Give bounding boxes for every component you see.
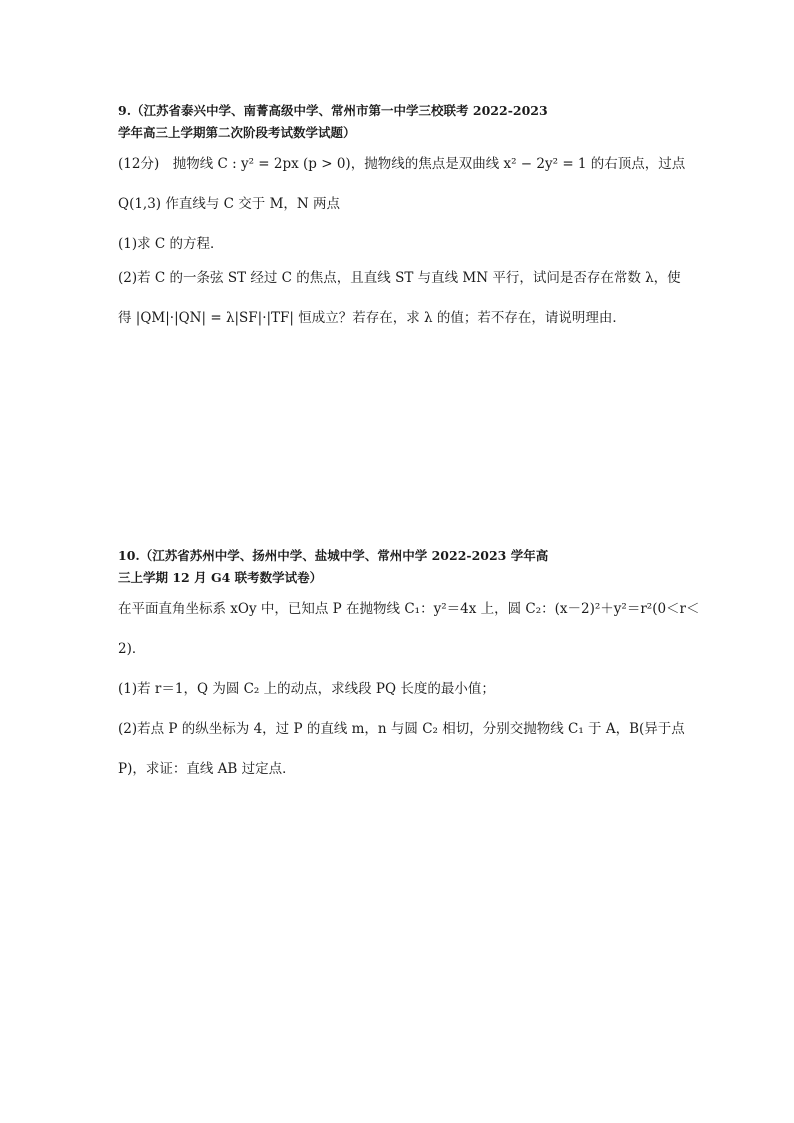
problem-9-part-1: (1)求 C 的方程． — [118, 236, 224, 252]
problem-9-intro-line-2: Q(1,3) 作直线与 C 交于 M，N 两点 — [118, 196, 340, 212]
problem-10-title-line-2: 三上学期 12 月 G4 联考数学试卷） — [118, 570, 323, 585]
problem-9-title-line-1: 9.（江苏省泰兴中学、南菁高级中学、常州市第一中学三校联考 2022-2023 — [118, 103, 548, 118]
problem-10-part-2-line-1: (2)若点 P 的纵坐标为 4，过 P 的直线 m，n 与圆 C₂ 相切，分别交抛物线 C₁ 于 A，B(异于点 — [118, 721, 685, 737]
problem-9 — [118, 100, 690, 328]
problem-10-part-1: (1)若 r＝1，Q 为圆 C₂ 上的动点，求线段 PQ 长度的最小值； — [118, 681, 495, 697]
problem-9-intro-line-1: (12分) 抛物线 C : y² = 2px (p > 0)，抛物线的焦点是双曲线 x² − 2y² = 1 的右顶点，过点 — [118, 156, 686, 172]
problem-9-part-2-line-2: 得 |QM|·|QN| = λ|SF|·|TF| 恒成立？若存在，求 λ 的值；若不存在，请说明理由． — [118, 310, 626, 326]
problem-9-title-line-2: 学年高三上学期第二次阶段考试数学试题） — [118, 125, 356, 140]
problem-10-title — [118, 545, 690, 589]
problem-10 — [118, 545, 700, 779]
problem-10-intro-line-2: 2)． — [118, 641, 146, 657]
problem-9-part-2-line-1: (2)若 C 的一条弦 ST 经过 C 的焦点，且直线 ST 与直线 MN 平行，试问是否存在常数 λ，使 — [118, 270, 681, 286]
problem-9-title — [118, 100, 690, 144]
problem-10-title-line-1: 10.（江苏省苏州中学、扬州中学、盐城中学、常州中学 2022-2023 学年高 — [118, 548, 549, 563]
problem-10-part-2-line-2: P)，求证：直线 AB 过定点． — [118, 761, 296, 777]
problem-10-intro-line-1: 在平面直角坐标系 xOy 中，已知点 P 在抛物线 C₁：y²＝4x 上，圆 C₂：(x－2)²＋y²＝r²(0＜r＜ — [118, 601, 700, 617]
